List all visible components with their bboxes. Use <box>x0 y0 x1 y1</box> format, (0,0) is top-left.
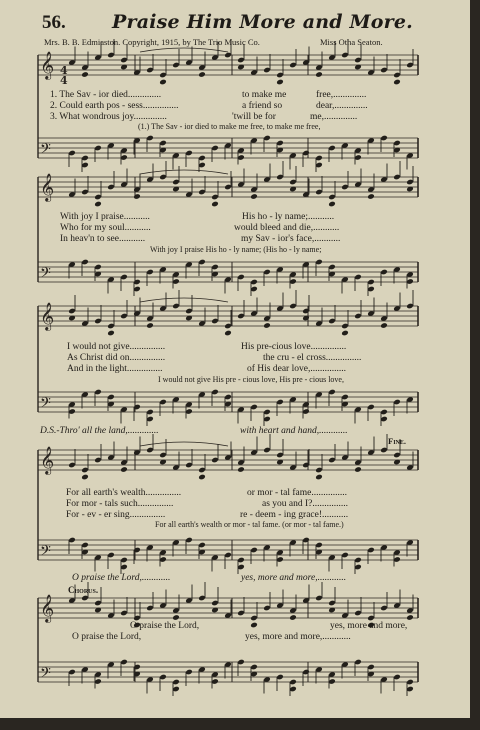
chorus-lyric-1: O praise the Lord, <box>130 621 200 631</box>
lyric-verse-2-line-4a: For mor - tals such............... <box>66 499 174 509</box>
lyric-verse-1-line-2a: With joy I praise........... <box>60 212 150 222</box>
hymn-number: 56. <box>42 12 66 33</box>
note-head <box>120 466 128 473</box>
lyric-verse-2-line-2a: Who for my soul........... <box>60 223 151 233</box>
note-head <box>354 466 362 473</box>
lyric-verse-3-line-4a: For - ev - er sing............... <box>66 510 166 520</box>
fine-marking: Fine. <box>388 436 406 446</box>
bass-clef: 𝄢 <box>40 543 51 563</box>
lyric-verse-2-line-3a: As Christ did on............... <box>67 353 166 363</box>
note-head <box>393 79 401 86</box>
note-head <box>94 201 102 208</box>
treble-clef: 𝄞 <box>40 594 55 622</box>
lyric-verse-2-line-1c: dear,.............. <box>316 101 368 111</box>
note-head <box>328 201 336 208</box>
slur <box>140 48 228 52</box>
lyric-verse-1-line-4b: or mor - tal fame............... <box>247 488 347 498</box>
note-head <box>250 622 258 629</box>
treble-clef: 𝄞 <box>40 173 55 201</box>
note-head <box>367 193 375 200</box>
lyricist-credit: Miss Otha Seaton. <box>320 37 383 47</box>
lyric-verse-3-line-2a: In heav'n to see........... <box>60 234 146 244</box>
lyric-verse-3-line-4b: re - deem - ing grace!........... <box>240 510 349 520</box>
note-head <box>380 322 388 329</box>
lyric-verse-3-line-1a: 3. What wondrous joy.............. <box>50 112 167 122</box>
treble-clef: 𝄞 <box>40 51 55 79</box>
note-head <box>237 466 245 473</box>
time-signature: 4 <box>60 64 68 77</box>
note-head <box>107 330 115 337</box>
lyric-verse-1-line-1b: to make me <box>242 90 287 100</box>
composer-credit: Mrs. B. B. Edmiaston. Copyright, 1915, by The Trio Music Co. <box>44 37 260 47</box>
lyric-verse-3-line-1c: me,.............. <box>310 112 358 122</box>
treble-clef: 𝄞 <box>40 446 55 474</box>
note-head <box>211 201 219 208</box>
chorus-lyric-3b: yes, more and more,............ <box>245 632 351 642</box>
treble-clef: 𝄞 <box>40 302 55 330</box>
lyric-verse-1-line-2b: His ho - ly name;........... <box>242 212 335 222</box>
hymn-title: Praise Him More and More. <box>112 11 413 33</box>
ds-lyric-b: with heart and hand,............ <box>240 426 348 436</box>
praise-lyric-a: O praise the Lord,............ <box>72 573 171 583</box>
note-head <box>341 330 349 337</box>
note-head <box>159 79 167 86</box>
ds-lyric-a: D.S.-Thro' all the land,............. <box>40 426 159 436</box>
note-head <box>263 322 271 329</box>
note-head <box>406 614 414 621</box>
note-head <box>81 474 89 481</box>
bass-clef: 𝄢 <box>40 141 51 161</box>
note-head <box>224 330 232 337</box>
bass-clef: 𝄢 <box>40 665 51 685</box>
lyric-verse-1-line-3a: I would not give............... <box>67 342 166 352</box>
binding-edge <box>0 718 480 730</box>
lyric-verse-1-line-1c: free,.............. <box>316 90 367 100</box>
bass-clef: 𝄢 <box>40 265 51 285</box>
chorus-lyric-2: yes, more and more, <box>330 621 408 631</box>
bass-lyric-system-2: With joy I praise His ho - ly name; (His ho - ly name; <box>150 245 322 254</box>
note-head <box>198 474 206 481</box>
time-signature: 4 <box>60 74 68 87</box>
chorus-label: Chorus. <box>68 585 99 595</box>
lyric-verse-2-line-3b: the cru - el cross............... <box>263 353 362 363</box>
note-head <box>315 71 323 78</box>
lyric-verse-3-line-3b: of His dear love,............... <box>247 364 346 374</box>
bass-lyric-system-3: I would not give His pre - cious love, His pre - cious love, <box>158 375 344 384</box>
note-head <box>289 614 297 621</box>
lyric-verse-1-line-3b: His pre-cious love............... <box>241 342 347 352</box>
note-head <box>198 71 206 78</box>
chorus-lyric-3a: O praise the Lord, <box>72 632 142 642</box>
lyric-verse-2-line-1b: a friend so <box>242 101 283 111</box>
lyric-verse-2-line-4b: as you and I?............... <box>262 499 349 509</box>
lyric-verse-3-line-3a: And in the light............... <box>67 364 163 374</box>
lyric-verse-3-line-1b: 'twill be for <box>232 112 276 122</box>
note-head <box>146 322 154 329</box>
lyric-verse-2-line-2b: would bleed and die,........... <box>234 223 340 233</box>
praise-lyric-b: yes, more and more,............ <box>241 573 347 583</box>
lyric-verse-2-line-1a: 2. Could earth pos - sess............... <box>50 101 179 111</box>
slur <box>140 298 228 302</box>
lyric-verse-3-line-2b: my Sav - ior's face,........... <box>241 234 341 244</box>
note-head <box>81 71 89 78</box>
lyric-verse-1-line-1a: 1. The Sav - ior died.............. <box>50 90 162 100</box>
bass-lyric-system-1: (1.) The Sav - ior died to make me free, to make me free, <box>138 122 321 131</box>
bass-lyric-system-4: For all earth's wealth or mor - tal fame. (or mor - tal fame.) <box>155 520 344 529</box>
lyric-verse-1-line-4a: For all earth's wealth............... <box>66 488 182 498</box>
note-head <box>250 193 258 200</box>
note-head <box>315 474 323 481</box>
note-head <box>276 79 284 86</box>
note-head <box>133 193 141 200</box>
note-head <box>172 614 180 621</box>
bass-clef: 𝄢 <box>40 395 51 415</box>
